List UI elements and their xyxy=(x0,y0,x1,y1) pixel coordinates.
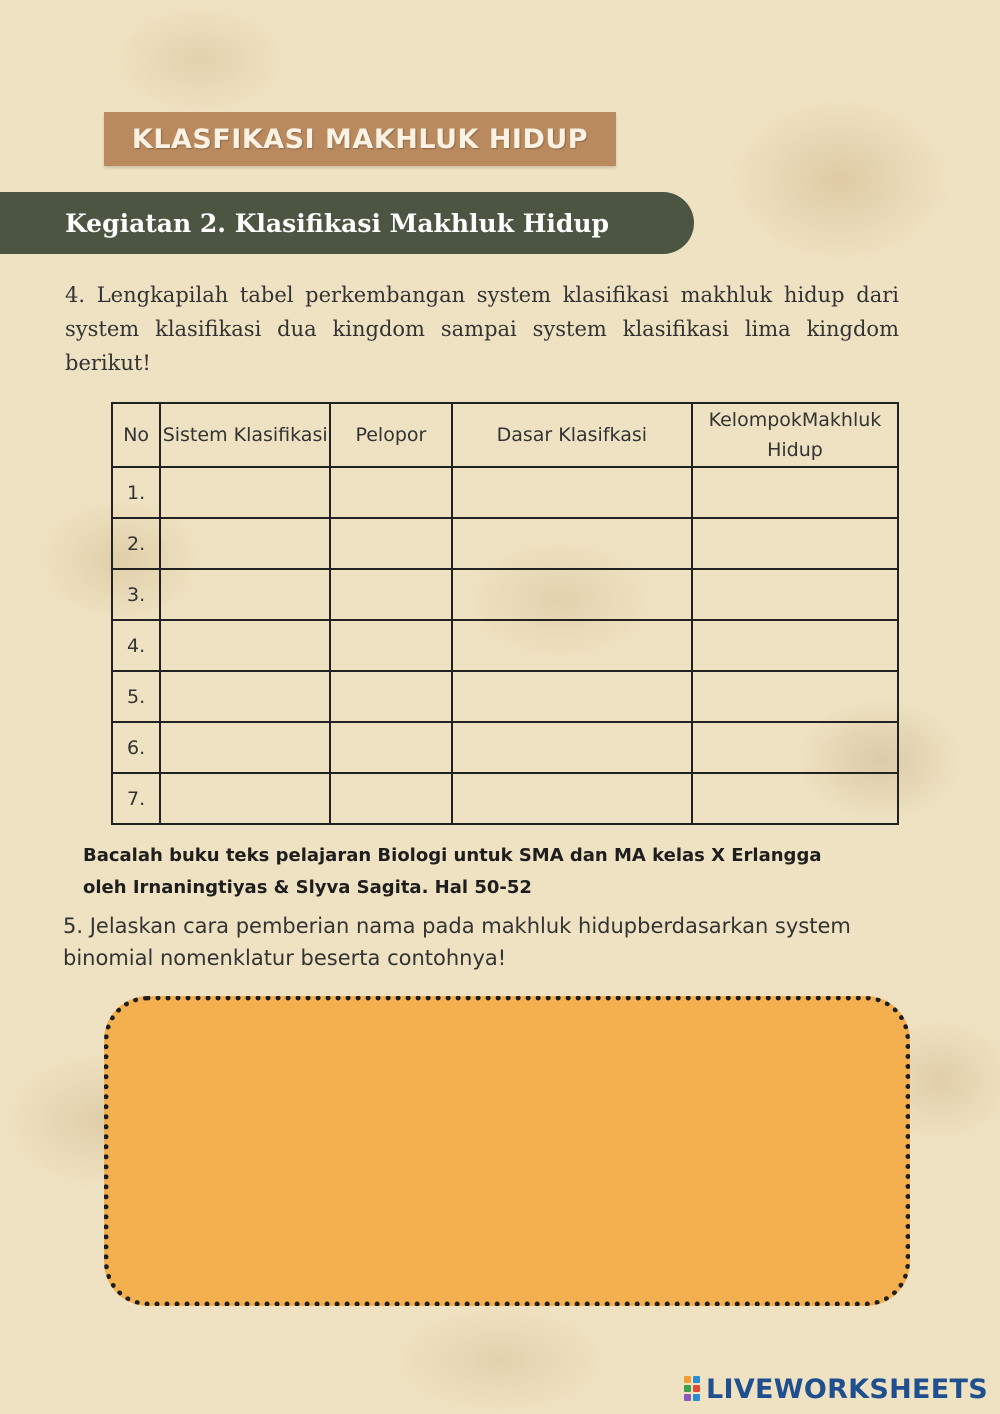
input-cell-sistem[interactable] xyxy=(160,518,330,569)
input-cell-sistem[interactable] xyxy=(160,773,330,824)
header-no: No xyxy=(112,403,160,467)
input-cell-dasar[interactable] xyxy=(452,722,692,773)
table-row xyxy=(112,518,898,569)
table-row xyxy=(112,671,898,722)
activity-banner xyxy=(0,192,694,254)
row-number: 4. xyxy=(112,620,160,671)
table-row xyxy=(112,773,898,824)
input-cell-kelompok[interactable] xyxy=(692,773,898,824)
input-cell-dasar[interactable] xyxy=(452,467,692,518)
reference-note-line-2: oleh Irnaningtiyas & Slyva Sagita. Hal 50-52 xyxy=(83,877,532,898)
input-cell-dasar[interactable] xyxy=(452,773,692,824)
input-cell-kelompok[interactable] xyxy=(692,722,898,773)
input-cell-pelopor[interactable] xyxy=(330,773,452,824)
reference-note-line-1: Bacalah buku teks pelajaran Biologi untuk SMA dan MA kelas X Erlangga xyxy=(83,845,822,866)
row-number: 2. xyxy=(112,518,160,569)
table-row xyxy=(112,722,898,773)
liveworksheets-wordmark: LIVEWORKSHEETS xyxy=(705,1373,988,1405)
footer-brand xyxy=(684,1373,988,1405)
input-cell-pelopor[interactable] xyxy=(330,518,452,569)
input-cell-kelompok[interactable] xyxy=(692,569,898,620)
input-cell-pelopor[interactable] xyxy=(330,620,452,671)
input-cell-pelopor[interactable] xyxy=(330,722,452,773)
row-number: 1. xyxy=(112,467,160,518)
answer-input-box[interactable] xyxy=(104,996,910,1306)
input-cell-kelompok[interactable] xyxy=(692,620,898,671)
input-cell-sistem[interactable] xyxy=(160,722,330,773)
input-cell-kelompok[interactable] xyxy=(692,518,898,569)
table-header-row xyxy=(112,403,898,467)
question-5-text: 5. Jelaskan cara pemberian nama pada makhluk hidupberdasarkan system binomial nomenklatur beserta contohnya! xyxy=(63,914,851,970)
input-cell-sistem[interactable] xyxy=(160,620,330,671)
input-cell-dasar[interactable] xyxy=(452,569,692,620)
header-sistem-klasifikasi: Sistem Klasifikasi xyxy=(160,403,330,467)
activity-title: Kegiatan 2. Klasifikasi Makhluk Hidup xyxy=(65,208,609,238)
row-number: 5. xyxy=(112,671,160,722)
row-number: 6. xyxy=(112,722,160,773)
table-row xyxy=(112,467,898,518)
input-cell-pelopor[interactable] xyxy=(330,467,452,518)
input-cell-kelompok[interactable] xyxy=(692,467,898,518)
table-row xyxy=(112,569,898,620)
question-4-text: 4. Lengkapilah tabel perkembangan system klasifikasi makhluk hidup dari system klasifikasi dua kingdom sampai system klasifikasi lima kingdom berikut! xyxy=(65,283,899,375)
header-dasar-klasifikasi: Dasar Klasifkasi xyxy=(452,403,692,467)
input-cell-sistem[interactable] xyxy=(160,671,330,722)
classification-table xyxy=(111,402,899,825)
input-cell-kelompok[interactable] xyxy=(692,671,898,722)
title-box xyxy=(104,112,616,166)
table-row xyxy=(112,620,898,671)
input-cell-sistem[interactable] xyxy=(160,467,330,518)
reference-note xyxy=(83,840,943,904)
row-number: 3. xyxy=(112,569,160,620)
input-cell-dasar[interactable] xyxy=(452,620,692,671)
input-cell-dasar[interactable] xyxy=(452,518,692,569)
row-number: 7. xyxy=(112,773,160,824)
input-cell-pelopor[interactable] xyxy=(330,569,452,620)
liveworksheets-logo-icon xyxy=(684,1376,702,1402)
header-kelompok-makhluk-hidup: KelompokMakhluk Hidup xyxy=(692,403,898,467)
header-pelopor: Pelopor xyxy=(330,403,452,467)
input-cell-dasar[interactable] xyxy=(452,671,692,722)
input-cell-pelopor[interactable] xyxy=(330,671,452,722)
input-cell-sistem[interactable] xyxy=(160,569,330,620)
page-title: KLASFIKASI MAKHLUK HIDUP xyxy=(131,123,589,155)
